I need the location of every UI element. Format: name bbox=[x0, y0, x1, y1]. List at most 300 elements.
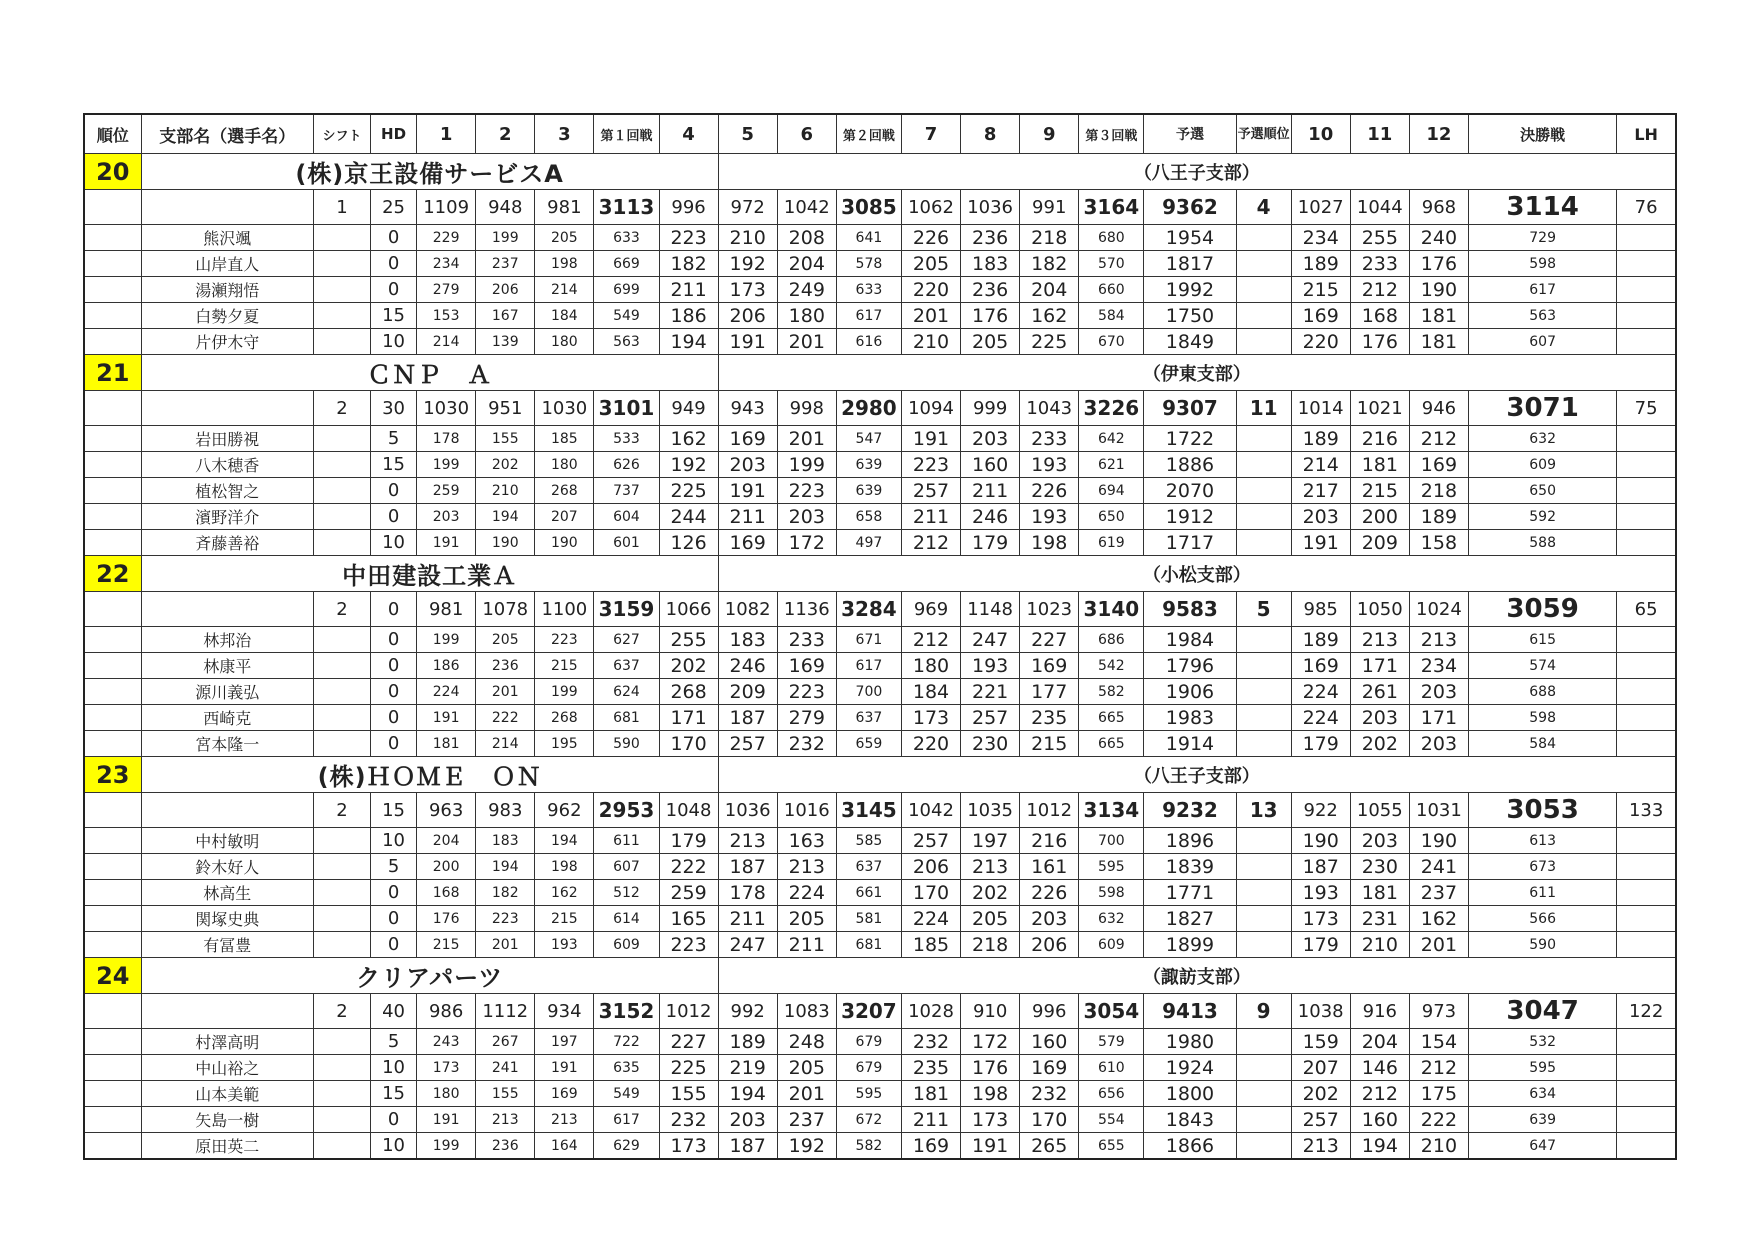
player-row bbox=[84, 906, 1676, 932]
player-score-cell: 679 bbox=[836, 1029, 901, 1055]
team-total-cell: 981 bbox=[417, 592, 476, 627]
player-score-cell bbox=[1236, 828, 1291, 854]
player-score-cell: 176 bbox=[1409, 251, 1468, 277]
empty-cell bbox=[84, 592, 141, 627]
player-score-cell: 221 bbox=[961, 679, 1020, 705]
player-score-cell: 204 bbox=[1020, 277, 1079, 303]
team-total-cell: 9 bbox=[1236, 994, 1291, 1029]
player-score-cell bbox=[1617, 880, 1676, 906]
player-score-cell bbox=[1236, 251, 1291, 277]
player-score-cell: 169 bbox=[1291, 653, 1350, 679]
team-total-row bbox=[84, 793, 1676, 828]
player-score-cell: 209 bbox=[1350, 530, 1409, 556]
player-score-cell: 237 bbox=[476, 251, 535, 277]
team-row bbox=[84, 757, 1676, 793]
player-score-cell: 213 bbox=[1291, 1133, 1350, 1160]
team-total-cell: 999 bbox=[961, 391, 1020, 426]
player-score-cell: 212 bbox=[1409, 426, 1468, 452]
player-score-cell: 199 bbox=[535, 679, 594, 705]
player-score-cell: 223 bbox=[777, 679, 836, 705]
player-score-cell: 616 bbox=[836, 329, 901, 355]
player-score-cell: 212 bbox=[901, 530, 960, 556]
player-score-cell: 656 bbox=[1079, 1081, 1144, 1107]
table-body bbox=[84, 154, 1676, 1160]
player-score-cell: 671 bbox=[836, 627, 901, 653]
team-total-row bbox=[84, 391, 1676, 426]
empty-cell bbox=[84, 1029, 141, 1055]
player-name: 八木穂香 bbox=[141, 452, 313, 478]
player-score-cell bbox=[313, 906, 370, 932]
player-score-cell: 179 bbox=[1291, 932, 1350, 958]
player-score-cell: 659 bbox=[836, 731, 901, 757]
player-score-cell: 225 bbox=[659, 1055, 718, 1081]
player-score-cell: 179 bbox=[659, 828, 718, 854]
team-total-cell: 992 bbox=[718, 994, 777, 1029]
player-score-cell: 205 bbox=[901, 251, 960, 277]
player-score-cell bbox=[1236, 225, 1291, 251]
empty-cell bbox=[84, 731, 141, 757]
team-total-cell: 9413 bbox=[1144, 994, 1236, 1029]
player-score-cell: 216 bbox=[1020, 828, 1079, 854]
player-score-cell: 5 bbox=[371, 1029, 417, 1055]
empty-cell bbox=[84, 426, 141, 452]
player-score-cell: 598 bbox=[1468, 705, 1616, 731]
player-score-cell: 191 bbox=[417, 705, 476, 731]
empty-cell bbox=[141, 190, 313, 225]
player-name: 湯瀬翔悟 bbox=[141, 277, 313, 303]
player-score-cell bbox=[1236, 277, 1291, 303]
team-total-cell: 2953 bbox=[594, 793, 659, 828]
player-score-cell: 563 bbox=[594, 329, 659, 355]
player-score-cell: 173 bbox=[901, 705, 960, 731]
col-round-2: 第２回戦 bbox=[836, 114, 901, 154]
team-total-cell: 998 bbox=[777, 391, 836, 426]
player-score-cell: 213 bbox=[1350, 627, 1409, 653]
player-score-cell bbox=[1617, 1029, 1676, 1055]
player-score-cell: 172 bbox=[777, 530, 836, 556]
player-score-cell: 247 bbox=[718, 932, 777, 958]
empty-cell bbox=[141, 994, 313, 1029]
player-score-cell: 205 bbox=[476, 627, 535, 653]
empty-cell bbox=[84, 906, 141, 932]
player-name: 宮本隆一 bbox=[141, 731, 313, 757]
player-score-cell: 169 bbox=[1020, 653, 1079, 679]
player-score-cell: 199 bbox=[417, 627, 476, 653]
player-score-cell: 214 bbox=[417, 329, 476, 355]
player-score-cell: 201 bbox=[777, 1081, 836, 1107]
player-score-cell: 0 bbox=[371, 478, 417, 504]
player-score-cell: 216 bbox=[1350, 426, 1409, 452]
player-score-cell: 637 bbox=[836, 854, 901, 880]
player-score-cell: 497 bbox=[836, 530, 901, 556]
team-branch: （諏訪支部） bbox=[718, 958, 1676, 994]
player-score-cell: 1992 bbox=[1144, 277, 1236, 303]
empty-cell bbox=[84, 478, 141, 504]
empty-cell bbox=[84, 504, 141, 530]
player-score-cell bbox=[313, 1133, 370, 1160]
empty-cell bbox=[84, 190, 141, 225]
player-score-cell: 279 bbox=[417, 277, 476, 303]
player-score-cell: 581 bbox=[836, 906, 901, 932]
player-score-cell: 169 bbox=[1409, 452, 1468, 478]
empty-cell bbox=[84, 705, 141, 731]
team-total-cell: 922 bbox=[1291, 793, 1350, 828]
player-score-cell: 211 bbox=[659, 277, 718, 303]
player-score-cell: 173 bbox=[417, 1055, 476, 1081]
player-score-cell: 232 bbox=[1020, 1081, 1079, 1107]
player-score-cell bbox=[313, 530, 370, 556]
player-score-cell bbox=[1617, 627, 1676, 653]
player-row bbox=[84, 277, 1676, 303]
team-total-cell: 2 bbox=[313, 592, 370, 627]
player-score-cell: 598 bbox=[1468, 251, 1616, 277]
player-score-cell: 169 bbox=[535, 1081, 594, 1107]
player-score-cell: 598 bbox=[1079, 880, 1144, 906]
team-total-cell: 996 bbox=[1020, 994, 1079, 1029]
player-score-cell: 198 bbox=[535, 854, 594, 880]
col-game-9: 9 bbox=[1020, 114, 1079, 154]
player-score-cell: 610 bbox=[1079, 1055, 1144, 1081]
player-row bbox=[84, 627, 1676, 653]
player-score-cell: 595 bbox=[836, 1081, 901, 1107]
player-score-cell bbox=[1617, 854, 1676, 880]
team-total-cell: 75 bbox=[1617, 391, 1676, 426]
player-score-cell: 181 bbox=[417, 731, 476, 757]
player-score-cell: 0 bbox=[371, 653, 417, 679]
standings-table bbox=[83, 113, 1677, 1160]
player-score-cell: 257 bbox=[718, 731, 777, 757]
empty-cell bbox=[84, 1107, 141, 1133]
player-score-cell: 512 bbox=[594, 880, 659, 906]
player-score-cell: 229 bbox=[417, 225, 476, 251]
team-name: (株)京王設備サービスA bbox=[141, 154, 718, 190]
player-row bbox=[84, 1055, 1676, 1081]
player-score-cell: 180 bbox=[777, 303, 836, 329]
player-score-cell bbox=[313, 478, 370, 504]
player-score-cell: 267 bbox=[476, 1029, 535, 1055]
player-score-cell: 189 bbox=[718, 1029, 777, 1055]
player-score-cell bbox=[313, 1081, 370, 1107]
player-score-cell: 213 bbox=[535, 1107, 594, 1133]
team-total-cell: 1 bbox=[313, 190, 370, 225]
player-score-cell: 584 bbox=[1079, 303, 1144, 329]
player-score-cell: 236 bbox=[476, 1133, 535, 1160]
player-score-cell: 193 bbox=[1020, 504, 1079, 530]
player-row bbox=[84, 1133, 1676, 1160]
team-total-cell: 946 bbox=[1409, 391, 1468, 426]
player-score-cell: 193 bbox=[1291, 880, 1350, 906]
player-row bbox=[84, 705, 1676, 731]
player-score-cell: 218 bbox=[1409, 478, 1468, 504]
empty-cell bbox=[84, 679, 141, 705]
team-total-cell: 4 bbox=[1236, 190, 1291, 225]
player-score-cell: 201 bbox=[777, 329, 836, 355]
player-score-cell bbox=[1236, 1029, 1291, 1055]
team-rank: 22 bbox=[84, 556, 141, 592]
player-score-cell: 183 bbox=[718, 627, 777, 653]
team-row bbox=[84, 556, 1676, 592]
player-score-cell bbox=[313, 932, 370, 958]
player-score-cell: 212 bbox=[1350, 1081, 1409, 1107]
team-total-cell: 3134 bbox=[1079, 793, 1144, 828]
player-score-cell: 168 bbox=[417, 880, 476, 906]
team-total-cell: 1030 bbox=[535, 391, 594, 426]
player-score-cell bbox=[1617, 426, 1676, 452]
player-score-cell: 1980 bbox=[1144, 1029, 1236, 1055]
player-score-cell: 222 bbox=[476, 705, 535, 731]
player-score-cell: 199 bbox=[476, 225, 535, 251]
player-score-cell: 192 bbox=[659, 452, 718, 478]
player-score-cell: 5 bbox=[371, 426, 417, 452]
player-score-cell: 191 bbox=[535, 1055, 594, 1081]
player-name: 鈴木好人 bbox=[141, 854, 313, 880]
player-row bbox=[84, 225, 1676, 251]
player-score-cell: 241 bbox=[476, 1055, 535, 1081]
team-total-cell: 943 bbox=[718, 391, 777, 426]
player-score-cell: 169 bbox=[901, 1133, 960, 1160]
player-score-cell bbox=[1617, 1081, 1676, 1107]
player-score-cell: 210 bbox=[1350, 932, 1409, 958]
player-score-cell: 0 bbox=[371, 679, 417, 705]
player-score-cell bbox=[1236, 1133, 1291, 1160]
player-score-cell: 205 bbox=[535, 225, 594, 251]
player-score-cell: 208 bbox=[777, 225, 836, 251]
player-score-cell: 189 bbox=[1291, 251, 1350, 277]
team-total-cell: 985 bbox=[1291, 592, 1350, 627]
player-score-cell: 236 bbox=[961, 277, 1020, 303]
player-score-cell: 155 bbox=[659, 1081, 718, 1107]
player-score-cell: 617 bbox=[836, 653, 901, 679]
team-total-cell: 1044 bbox=[1350, 190, 1409, 225]
team-total-cell: 25 bbox=[371, 190, 417, 225]
player-score-cell: 234 bbox=[1291, 225, 1350, 251]
player-name: 植松智之 bbox=[141, 478, 313, 504]
team-total-cell: 1066 bbox=[659, 592, 718, 627]
player-score-cell bbox=[1236, 854, 1291, 880]
player-score-cell: 177 bbox=[1020, 679, 1079, 705]
player-score-cell: 722 bbox=[594, 1029, 659, 1055]
team-total-cell: 3152 bbox=[594, 994, 659, 1029]
player-score-cell bbox=[313, 277, 370, 303]
player-score-cell: 639 bbox=[1468, 1107, 1616, 1133]
player-score-cell bbox=[1236, 329, 1291, 355]
player-score-cell: 211 bbox=[718, 906, 777, 932]
player-score-cell: 162 bbox=[1020, 303, 1079, 329]
player-score-cell: 170 bbox=[659, 731, 718, 757]
team-name: ＣＮＰ Ａ bbox=[141, 355, 718, 391]
player-score-cell: 200 bbox=[1350, 504, 1409, 530]
player-score-cell: 209 bbox=[718, 679, 777, 705]
player-score-cell: 203 bbox=[1020, 906, 1079, 932]
empty-cell bbox=[84, 530, 141, 556]
empty-cell bbox=[84, 329, 141, 355]
player-score-cell: 632 bbox=[1468, 426, 1616, 452]
team-name: 中田建設工業Ａ bbox=[141, 556, 718, 592]
player-score-cell: 609 bbox=[1468, 452, 1616, 478]
player-score-cell: 173 bbox=[961, 1107, 1020, 1133]
player-score-cell: 159 bbox=[1291, 1029, 1350, 1055]
player-score-cell: 670 bbox=[1079, 329, 1144, 355]
player-score-cell bbox=[1617, 329, 1676, 355]
player-name: 山本美範 bbox=[141, 1081, 313, 1107]
player-score-cell bbox=[313, 504, 370, 530]
player-score-cell: 647 bbox=[1468, 1133, 1616, 1160]
player-score-cell: 1886 bbox=[1144, 452, 1236, 478]
player-score-cell: 215 bbox=[535, 653, 594, 679]
player-score-cell: 214 bbox=[1291, 452, 1350, 478]
table-header bbox=[84, 114, 1676, 154]
player-score-cell: 211 bbox=[718, 504, 777, 530]
player-score-cell: 189 bbox=[1291, 426, 1350, 452]
player-score-cell: 203 bbox=[961, 426, 1020, 452]
player-score-cell bbox=[1617, 653, 1676, 679]
player-score-cell: 212 bbox=[901, 627, 960, 653]
player-score-cell: 637 bbox=[836, 705, 901, 731]
player-score-cell: 681 bbox=[836, 932, 901, 958]
player-score-cell: 613 bbox=[1468, 828, 1616, 854]
col-game-2: 2 bbox=[476, 114, 535, 154]
player-score-cell bbox=[313, 679, 370, 705]
player-score-cell: 236 bbox=[476, 653, 535, 679]
player-score-cell: 255 bbox=[1350, 225, 1409, 251]
player-score-cell: 658 bbox=[836, 504, 901, 530]
team-total-cell: 76 bbox=[1617, 190, 1676, 225]
player-score-cell: 230 bbox=[1350, 854, 1409, 880]
player-score-cell: 207 bbox=[1291, 1055, 1350, 1081]
player-score-cell: 650 bbox=[1079, 504, 1144, 530]
player-score-cell: 202 bbox=[476, 452, 535, 478]
player-name: 白勢夕夏 bbox=[141, 303, 313, 329]
player-score-cell: 615 bbox=[1468, 627, 1616, 653]
player-score-cell: 194 bbox=[1350, 1133, 1409, 1160]
player-score-cell: 162 bbox=[535, 880, 594, 906]
player-score-cell: 205 bbox=[777, 906, 836, 932]
player-score-cell: 202 bbox=[1350, 731, 1409, 757]
player-score-cell bbox=[1236, 705, 1291, 731]
team-total-cell: 1109 bbox=[417, 190, 476, 225]
player-score-cell: 210 bbox=[901, 329, 960, 355]
player-score-cell: 176 bbox=[417, 906, 476, 932]
team-row bbox=[84, 958, 1676, 994]
player-score-cell: 257 bbox=[901, 828, 960, 854]
player-score-cell: 223 bbox=[777, 478, 836, 504]
team-total-cell: 3140 bbox=[1079, 592, 1144, 627]
player-score-cell: 219 bbox=[718, 1055, 777, 1081]
player-score-cell bbox=[1236, 426, 1291, 452]
player-score-cell: 595 bbox=[1468, 1055, 1616, 1081]
team-total-cell: 1023 bbox=[1020, 592, 1079, 627]
col-branch-name: 支部名（選手名） bbox=[141, 114, 313, 154]
player-score-cell bbox=[313, 627, 370, 653]
team-branch: （伊東支部） bbox=[718, 355, 1676, 391]
player-score-cell: 184 bbox=[535, 303, 594, 329]
player-score-cell: 203 bbox=[1409, 679, 1468, 705]
team-total-cell: 983 bbox=[476, 793, 535, 828]
player-score-cell: 205 bbox=[961, 906, 1020, 932]
player-score-cell: 199 bbox=[417, 452, 476, 478]
player-score-cell: 0 bbox=[371, 932, 417, 958]
player-score-cell: 227 bbox=[659, 1029, 718, 1055]
player-score-cell bbox=[313, 828, 370, 854]
player-score-cell: 214 bbox=[535, 277, 594, 303]
empty-cell bbox=[84, 1133, 141, 1160]
player-score-cell: 590 bbox=[594, 731, 659, 757]
player-score-cell: 609 bbox=[594, 932, 659, 958]
team-total-cell: 3226 bbox=[1079, 391, 1144, 426]
player-score-cell: 201 bbox=[901, 303, 960, 329]
player-score-cell: 191 bbox=[901, 426, 960, 452]
team-total-row bbox=[84, 592, 1676, 627]
player-score-cell: 185 bbox=[901, 932, 960, 958]
player-score-cell: 642 bbox=[1079, 426, 1144, 452]
player-score-cell: 0 bbox=[371, 225, 417, 251]
player-score-cell: 235 bbox=[1020, 705, 1079, 731]
team-total-cell: 1094 bbox=[901, 391, 960, 426]
player-name: 中山裕之 bbox=[141, 1055, 313, 1081]
col-game-3: 3 bbox=[535, 114, 594, 154]
team-total-cell: 3164 bbox=[1079, 190, 1144, 225]
player-score-cell bbox=[313, 303, 370, 329]
player-score-cell: 279 bbox=[777, 705, 836, 731]
empty-cell bbox=[84, 251, 141, 277]
player-score-cell: 212 bbox=[1409, 1055, 1468, 1081]
player-score-cell: 1827 bbox=[1144, 906, 1236, 932]
player-score-cell: 224 bbox=[417, 679, 476, 705]
player-score-cell: 222 bbox=[659, 854, 718, 880]
player-score-cell bbox=[1617, 1055, 1676, 1081]
player-score-cell: 629 bbox=[594, 1133, 659, 1160]
player-score-cell bbox=[1236, 932, 1291, 958]
player-score-cell bbox=[1236, 452, 1291, 478]
player-score-cell: 213 bbox=[777, 854, 836, 880]
player-score-cell: 189 bbox=[1409, 504, 1468, 530]
team-rank: 24 bbox=[84, 958, 141, 994]
player-row bbox=[84, 653, 1676, 679]
player-score-cell: 1896 bbox=[1144, 828, 1236, 854]
player-score-cell: 0 bbox=[371, 277, 417, 303]
player-name: 岩田勝視 bbox=[141, 426, 313, 452]
player-score-cell: 232 bbox=[777, 731, 836, 757]
player-score-cell: 187 bbox=[718, 1133, 777, 1160]
player-score-cell: 190 bbox=[476, 530, 535, 556]
player-score-cell: 154 bbox=[1409, 1029, 1468, 1055]
player-score-cell bbox=[313, 426, 370, 452]
player-score-cell: 176 bbox=[961, 1055, 1020, 1081]
player-score-cell: 1906 bbox=[1144, 679, 1236, 705]
player-score-cell: 139 bbox=[476, 329, 535, 355]
player-score-cell: 1843 bbox=[1144, 1107, 1236, 1133]
team-total-cell: 1136 bbox=[777, 592, 836, 627]
player-row bbox=[84, 679, 1676, 705]
player-score-cell: 621 bbox=[1079, 452, 1144, 478]
player-score-cell: 0 bbox=[371, 731, 417, 757]
team-total-cell: 1078 bbox=[476, 592, 535, 627]
team-total-cell: 1036 bbox=[718, 793, 777, 828]
player-score-cell: 211 bbox=[901, 504, 960, 530]
player-score-cell: 15 bbox=[371, 1081, 417, 1107]
player-score-cell: 1839 bbox=[1144, 854, 1236, 880]
player-score-cell: 169 bbox=[718, 530, 777, 556]
team-total-cell: 1083 bbox=[777, 994, 836, 1029]
player-score-cell: 183 bbox=[476, 828, 535, 854]
player-score-cell bbox=[1617, 251, 1676, 277]
player-score-cell: 206 bbox=[1020, 932, 1079, 958]
player-score-cell: 222 bbox=[1409, 1107, 1468, 1133]
player-name: 有冨豊 bbox=[141, 932, 313, 958]
team-total-cell: 40 bbox=[371, 994, 417, 1029]
player-score-cell: 224 bbox=[901, 906, 960, 932]
player-score-cell: 180 bbox=[535, 329, 594, 355]
